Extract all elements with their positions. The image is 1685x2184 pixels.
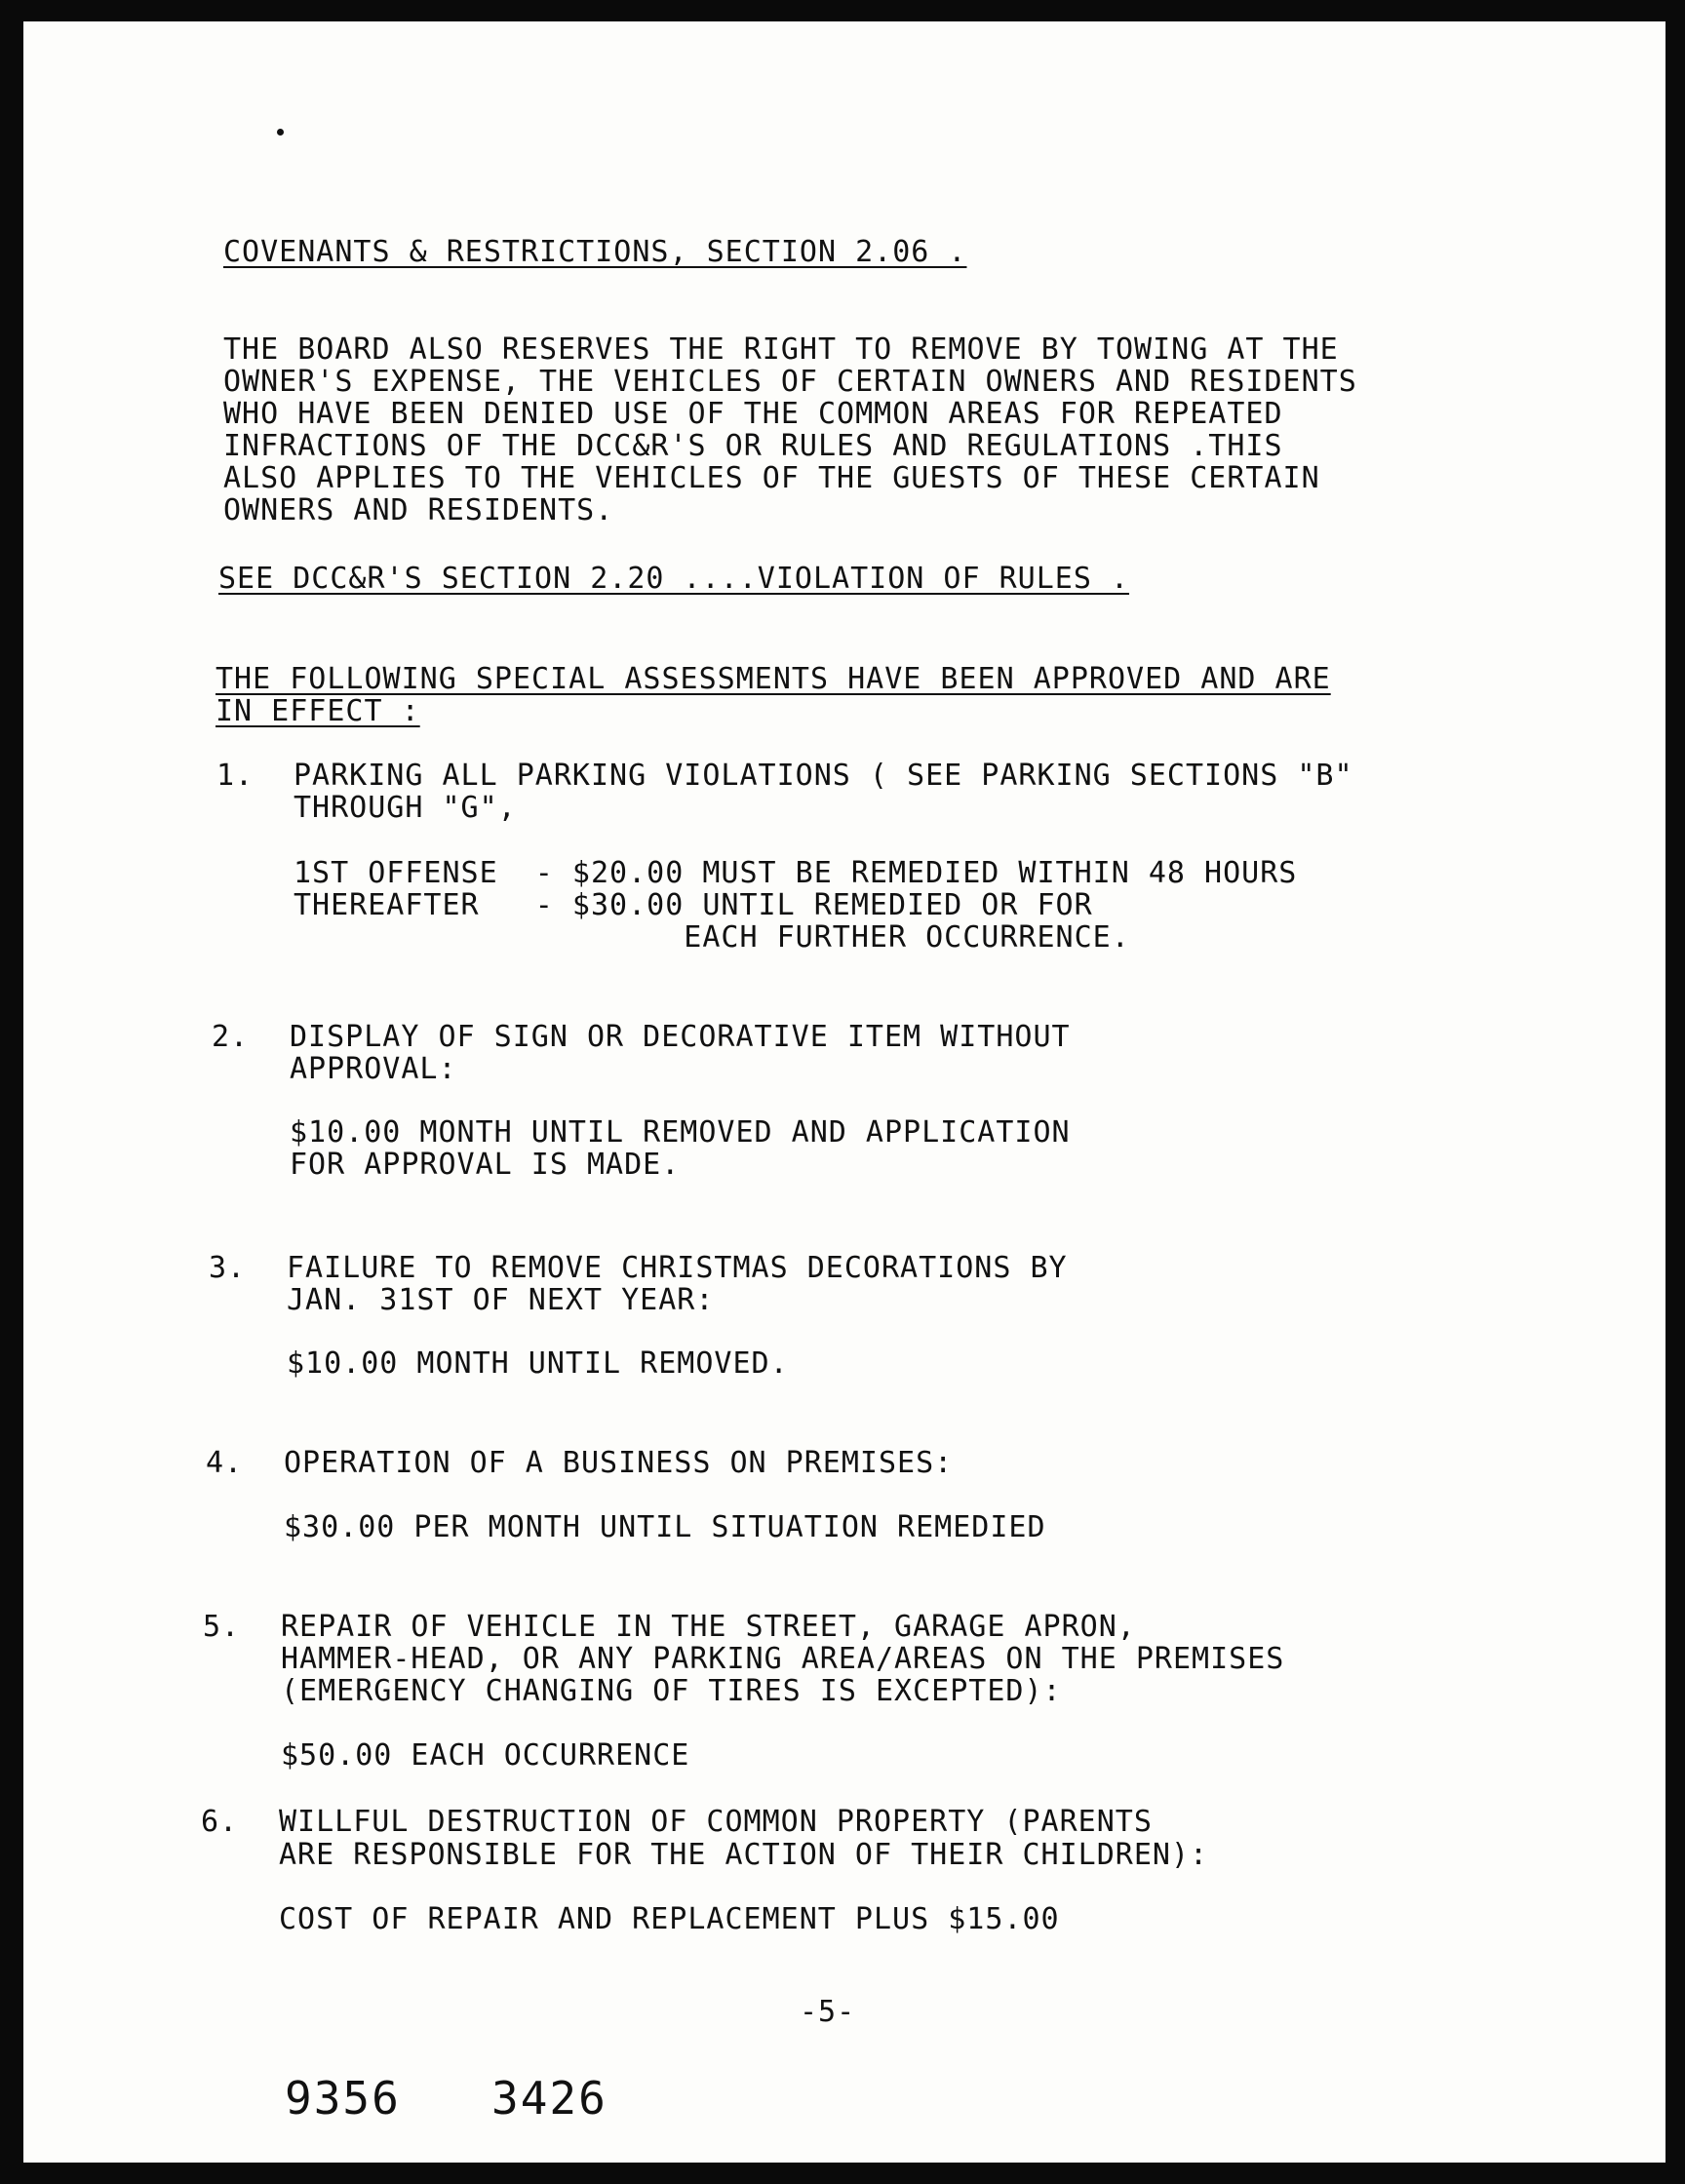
item-title-line: (EMERGENCY CHANGING OF TIRES IS EXCEPTED): [281, 1674, 1062, 1708]
item-number: 6. [201, 1805, 239, 1839]
document-code: 3426 [491, 2072, 607, 2125]
document-code: 9356 [285, 2072, 401, 2125]
item-number: 2. [212, 1020, 250, 1054]
page-number: -5- [800, 1995, 856, 2029]
intro-line: ALSO APPLIES TO THE VEHICLES OF THE GUESTS OF THESE CERTAIN [223, 461, 1320, 495]
item-penalty-line: $10.00 MONTH UNTIL REMOVED AND APPLICATION [290, 1115, 1071, 1150]
item-penalty-line: FOR APPROVAL IS MADE. [290, 1148, 681, 1182]
see-reference: SEE DCC&R'S SECTION 2.20 ....VIOLATION OF RULES . [218, 562, 1130, 596]
item-title-line: APPROVAL: [290, 1052, 457, 1086]
page-heading: COVENANTS & RESTRICTIONS, SECTION 2.06 . [223, 235, 967, 269]
item-title-line: THROUGH "G", [294, 791, 517, 825]
intro-line: OWNERS AND RESIDENTS. [223, 493, 614, 527]
item-penalty-line: COST OF REPAIR AND REPLACEMENT PLUS $15.00 [279, 1902, 1060, 1936]
item-penalty-line: $10.00 MONTH UNTIL REMOVED. [287, 1346, 789, 1381]
scan-speck [277, 129, 284, 136]
item-penalty-line: EACH FURTHER OCCURRENCE. [294, 920, 1130, 955]
intro-line: WHO HAVE BEEN DENIED USE OF THE COMMON AREAS FOR REPEATED [223, 397, 1283, 431]
item-title-line: FAILURE TO REMOVE CHRISTMAS DECORATIONS BY [287, 1251, 1068, 1285]
intro-line: INFRACTIONS OF THE DCC&R'S OR RULES AND REGULATIONS .THIS [223, 429, 1283, 463]
item-title-line: REPAIR OF VEHICLE IN THE STREET, GARAGE APRON, [281, 1610, 1136, 1644]
intro-line: THE BOARD ALSO RESERVES THE RIGHT TO REMOVE BY TOWING AT THE [223, 332, 1339, 367]
item-penalty-line: 1ST OFFENSE - $20.00 MUST BE REMEDIED WITHIN 48 HOURS [294, 856, 1298, 890]
item-penalty-line: $50.00 EACH OCCURRENCE [281, 1738, 690, 1773]
assessments-heading-line: THE FOLLOWING SPECIAL ASSESSMENTS HAVE BEEN APPROVED AND ARE [216, 662, 1331, 696]
item-title-line: HAMMER-HEAD, OR ANY PARKING AREA/AREAS ON THE PREMISES [281, 1642, 1285, 1676]
item-title-line: JAN. 31ST OF NEXT YEAR: [287, 1283, 715, 1317]
intro-line: OWNER'S EXPENSE, THE VEHICLES OF CERTAIN OWNERS AND RESIDENTS [223, 365, 1357, 399]
item-number: 4. [206, 1446, 244, 1480]
item-penalty-line: THEREAFTER - $30.00 UNTIL REMEDIED OR FOR [294, 888, 1093, 922]
item-title-line: WILLFUL DESTRUCTION OF COMMON PROPERTY (PARENTS [279, 1805, 1153, 1839]
assessments-heading-line: IN EFFECT : [216, 694, 420, 728]
item-title-line: PARKING ALL PARKING VIOLATIONS ( SEE PARKING SECTIONS "B" [294, 759, 1353, 793]
item-number: 1. [216, 759, 255, 793]
item-title-line: ARE RESPONSIBLE FOR THE ACTION OF THEIR CHILDREN): [279, 1838, 1209, 1872]
item-title-line: OPERATION OF A BUSINESS ON PREMISES: [284, 1446, 954, 1480]
item-title-line: DISPLAY OF SIGN OR DECORATIVE ITEM WITHOUT [290, 1020, 1071, 1054]
item-penalty-line: $30.00 PER MONTH UNTIL SITUATION REMEDIED [284, 1510, 1046, 1544]
document-page [23, 21, 1665, 2163]
item-number: 3. [209, 1251, 247, 1285]
item-number: 5. [203, 1610, 241, 1644]
